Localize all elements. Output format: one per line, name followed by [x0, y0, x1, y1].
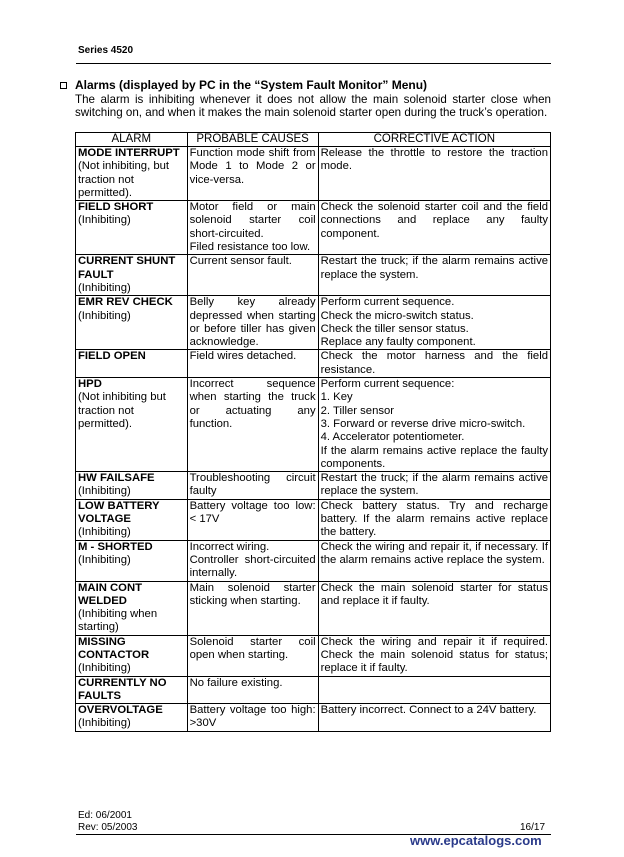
alarm-cell	[76, 255, 188, 296]
action-line: Check the main solenoid starter for status and replace it if faulty.	[320, 581, 548, 607]
probable-causes-cell	[187, 635, 318, 676]
probable-causes-cell	[187, 540, 318, 581]
action-line: Restart the truck; if the alarm remains active replace the system.	[320, 255, 548, 281]
probable-causes-cell	[187, 296, 318, 350]
probable-causes-cell	[187, 581, 318, 635]
alarm-note: (Inhibiting)	[78, 214, 131, 227]
alarm-cell	[76, 201, 188, 255]
action-line: 1. Key	[320, 391, 353, 404]
page-number: 16/17	[520, 822, 546, 833]
table-row	[76, 255, 551, 296]
cause-line: Battery voltage too high: >30V	[189, 704, 316, 730]
cause-line: Battery voltage too low: < 17V	[189, 499, 316, 526]
action-line: Check battery status. Try and recharge battery. If the alarm remains active replace the battery.	[320, 499, 548, 539]
corrective-action-cell	[318, 635, 550, 676]
corrective-action-cell	[318, 499, 550, 540]
cause-line: Motor field or main solenoid starter coil short-circuited.	[189, 201, 316, 240]
action-line: Release the throttle to restore the traction mode.	[320, 147, 548, 173]
section-title: Alarms (displayed by PC in the “System Fault Monitor” Menu)	[75, 78, 428, 92]
alarm-name: FIELD SHORT	[78, 201, 154, 214]
table-row	[76, 472, 551, 500]
cause-line: Filed resistance too low.	[189, 241, 311, 254]
probable-causes-cell	[187, 378, 318, 472]
cause-line: Function mode shift from Mode 1 to Mode 2 or vice-versa.	[189, 147, 316, 186]
alarm-note: (Inhibiting)	[78, 717, 131, 730]
action-line: Check the solenoid starter coil and the field connections and replace any faulty component.	[320, 201, 548, 240]
alarm-cell	[76, 676, 188, 704]
header-series: Series 4520	[78, 45, 134, 56]
table-row	[76, 676, 551, 704]
alarm-note: (Inhibiting)	[78, 281, 131, 294]
alarm-cell	[76, 635, 188, 676]
alarm-name: MAIN CONT WELDED	[78, 581, 143, 607]
probable-causes-cell	[187, 201, 318, 255]
alarm-cell	[76, 350, 188, 378]
watermark-link[interactable]: www.epcatalogs.com	[410, 833, 542, 848]
probable-causes-cell	[187, 350, 318, 378]
footer-revision: Rev: 05/2003	[78, 822, 138, 833]
column-header-probable-causes: PROBABLE CAUSES	[187, 133, 318, 147]
alarm-name: CURRENTLY NO FAULTS	[78, 676, 167, 702]
probable-causes-cell	[187, 147, 318, 201]
footer-edition: Ed: 06/2001	[78, 810, 132, 821]
alarm-cell	[76, 296, 188, 350]
cause-line: Solenoid starter coil open when starting.	[189, 635, 316, 661]
column-header-corrective-action: CORRECTIVE ACTION	[318, 133, 550, 147]
alarm-note: (Inhibiting)	[78, 485, 131, 498]
table-row	[76, 499, 551, 540]
alarm-note: (Inhibiting)	[78, 662, 131, 675]
action-line: Battery incorrect. Connect to a 24V battery.	[320, 704, 537, 717]
action-line: Restart the truck; if the alarm remains active replace the system.	[320, 472, 548, 498]
corrective-action-cell	[318, 704, 550, 732]
table-row	[76, 704, 551, 732]
corrective-action-cell	[318, 201, 550, 255]
alarm-note: (Inhibiting)	[78, 309, 131, 322]
alarm-name: HPD	[78, 378, 102, 391]
alarm-cell	[76, 540, 188, 581]
action-line: Perform current sequence.	[320, 296, 455, 309]
action-line: 4. Accelerator potentiometer.	[320, 431, 465, 444]
cause-line: Troubleshooting circuit faulty	[189, 472, 316, 498]
table-row	[76, 350, 551, 378]
alarm-cell	[76, 581, 188, 635]
corrective-action-cell	[318, 255, 550, 296]
cause-line: No failure existing.	[189, 676, 283, 689]
corrective-action-cell	[318, 147, 550, 201]
alarm-cell	[76, 472, 188, 500]
section-description: The alarm is inhibiting whenever it does not allow the main solenoid starter close when switching on, and when it makes the main solenoid starter open during the truck’s operation.	[75, 93, 551, 119]
alarm-note: (Not inhibiting but traction not permitted).	[78, 391, 166, 430]
alarm-name: EMR REV CHECK	[78, 296, 173, 309]
alarm-name: MODE INTERRUPT	[78, 147, 180, 159]
alarm-cell	[76, 499, 188, 540]
alarm-name: CURRENT SHUNT FAULT	[78, 255, 176, 281]
alarm-cell	[76, 147, 188, 201]
cause-line: Current sensor fault.	[189, 255, 292, 268]
corrective-action-cell	[318, 540, 550, 581]
cause-line: Main solenoid starter sticking when starting.	[189, 581, 316, 607]
cause-line: Field wires detached.	[189, 350, 297, 363]
alarm-cell	[76, 704, 188, 732]
table-body	[76, 147, 551, 732]
alarm-name: MISSING CONTACTOR	[78, 635, 150, 661]
probable-causes-cell	[187, 499, 318, 540]
action-line: Check the wiring and repair it, if necessary. If the alarm remains active replace the system.	[320, 540, 548, 566]
alarm-note: (Not inhibiting, but traction not permitted).	[78, 160, 170, 199]
table-header-row	[76, 133, 551, 147]
probable-causes-cell	[187, 472, 318, 500]
alarm-note: (Inhibiting when starting)	[78, 608, 158, 634]
cause-line: Controller short-circuited internally.	[189, 553, 316, 580]
section-bullet-icon	[60, 82, 67, 89]
alarms-table	[75, 132, 551, 732]
table-row	[76, 581, 551, 635]
corrective-action-cell	[318, 378, 550, 472]
action-line: Replace any faulty component.	[320, 336, 476, 349]
corrective-action-cell	[318, 350, 550, 378]
table-row	[76, 296, 551, 350]
column-header-alarm: ALARM	[76, 133, 188, 147]
table-row	[76, 147, 551, 201]
action-line: Check the micro-switch status.	[320, 309, 474, 322]
action-line: Check the motor harness and the field resistance.	[320, 350, 548, 376]
table-row	[76, 635, 551, 676]
alarm-note: (Inhibiting)	[78, 553, 131, 566]
corrective-action-cell	[318, 472, 550, 500]
alarm-note: (Inhibiting)	[78, 526, 131, 539]
corrective-action-cell	[318, 581, 550, 635]
table-row	[76, 201, 551, 255]
cause-line: Belly key already depressed when starting or before tiller has given acknowledge.	[189, 296, 316, 349]
cause-line: Incorrect wiring.	[189, 540, 270, 553]
action-line: 3. Forward or reverse drive micro-switch.	[320, 417, 526, 430]
action-line: 2. Tiller sensor	[320, 404, 395, 417]
corrective-action-cell	[318, 296, 550, 350]
table-row	[76, 378, 551, 472]
cause-line: Incorrect sequence when starting the truck or actuating any function.	[189, 378, 316, 430]
probable-causes-cell	[187, 255, 318, 296]
probable-causes-cell	[187, 704, 318, 732]
alarm-name: OVERVOLTAGE	[78, 704, 163, 717]
alarm-name: FIELD OPEN	[78, 350, 146, 363]
action-line: Perform current sequence:	[320, 378, 455, 391]
alarm-cell	[76, 378, 188, 472]
action-line: Check the wiring and repair it if required. Check the main solenoid status for status; replace it if faulty.	[320, 635, 548, 675]
header-divider	[76, 63, 551, 64]
action-line: Check the tiller sensor status.	[320, 322, 469, 335]
probable-causes-cell	[187, 676, 318, 704]
action-line: If the alarm remains active replace the faulty components.	[320, 444, 548, 470]
corrective-action-cell	[318, 676, 550, 704]
alarm-name: M - SHORTED	[78, 540, 153, 553]
alarm-name: LOW BATTERY VOLTAGE	[78, 499, 160, 526]
alarm-name: HW FAILSAFE	[78, 472, 155, 485]
table-row	[76, 540, 551, 581]
